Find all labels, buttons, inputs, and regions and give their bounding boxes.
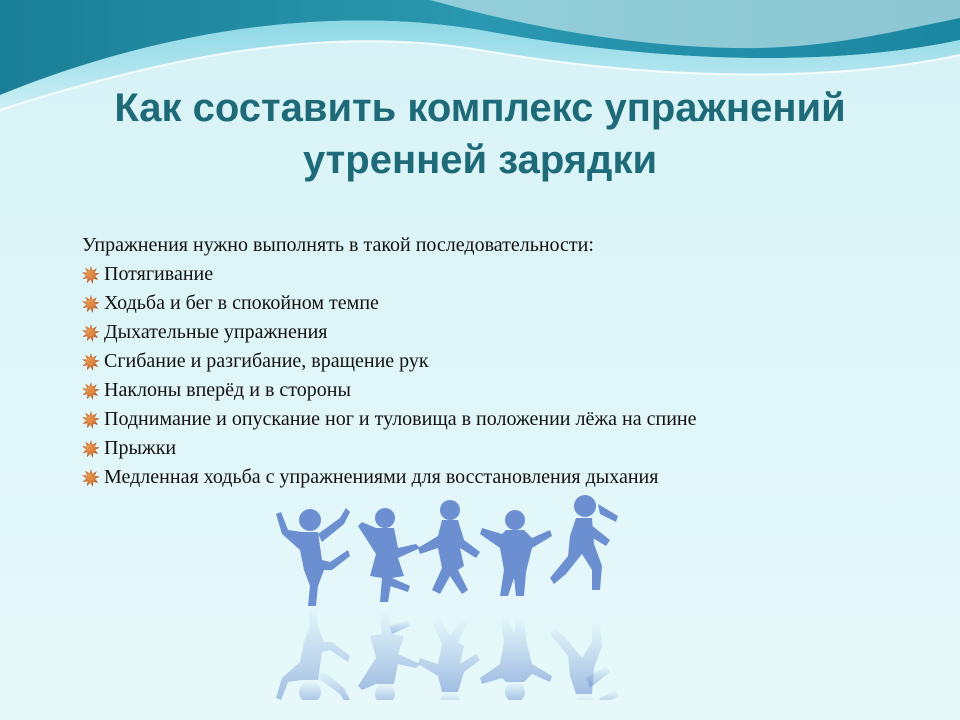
sun-burst-icon	[82, 440, 100, 458]
list-item-text: Сгибание и разгибание, вращение рук	[104, 350, 429, 372]
list-item-text: Наклоны вперёд и в стороны	[104, 379, 351, 401]
list-item-text: Потягивание	[104, 263, 214, 285]
slide-title-line-2: утренней зарядки	[302, 138, 658, 182]
slide-title	[40, 82, 920, 186]
list-item	[82, 376, 942, 405]
sun-burst-icon	[82, 411, 100, 429]
list-item-text: Дыхательные упражнения	[104, 321, 328, 343]
list-item-text: Ходьба и бег в спокойном темпе	[104, 292, 379, 314]
dancing-children-illustration	[270, 490, 640, 700]
children-silhouettes	[276, 495, 618, 606]
list-item-text: Прыжки	[104, 437, 177, 459]
sun-burst-icon	[82, 469, 100, 487]
list-item-text: Медленная ходьба с упражнениями для восстановления дыхания	[104, 466, 659, 488]
list-item	[82, 318, 942, 347]
list-item	[82, 260, 942, 289]
sun-burst-icon	[82, 353, 100, 371]
list-item	[82, 289, 942, 318]
intro-text: Упражнения нужно выполнять в такой последовательности:	[82, 234, 594, 256]
sun-burst-icon	[82, 382, 100, 400]
sun-burst-icon	[82, 295, 100, 313]
list-item-text: Поднимание и опускание ног и туловища в положении лёжа на спине	[104, 408, 697, 430]
list-item	[82, 463, 942, 492]
list-item	[82, 347, 942, 376]
list-item	[82, 405, 942, 434]
children-reflection	[276, 606, 618, 700]
list-item	[82, 434, 942, 463]
exercise-list	[82, 260, 942, 492]
sun-burst-icon	[82, 324, 100, 342]
sun-burst-icon	[82, 266, 100, 284]
exercise-content	[82, 231, 942, 492]
slide-title-line-1: Как составить комплекс упражнений	[114, 86, 846, 130]
